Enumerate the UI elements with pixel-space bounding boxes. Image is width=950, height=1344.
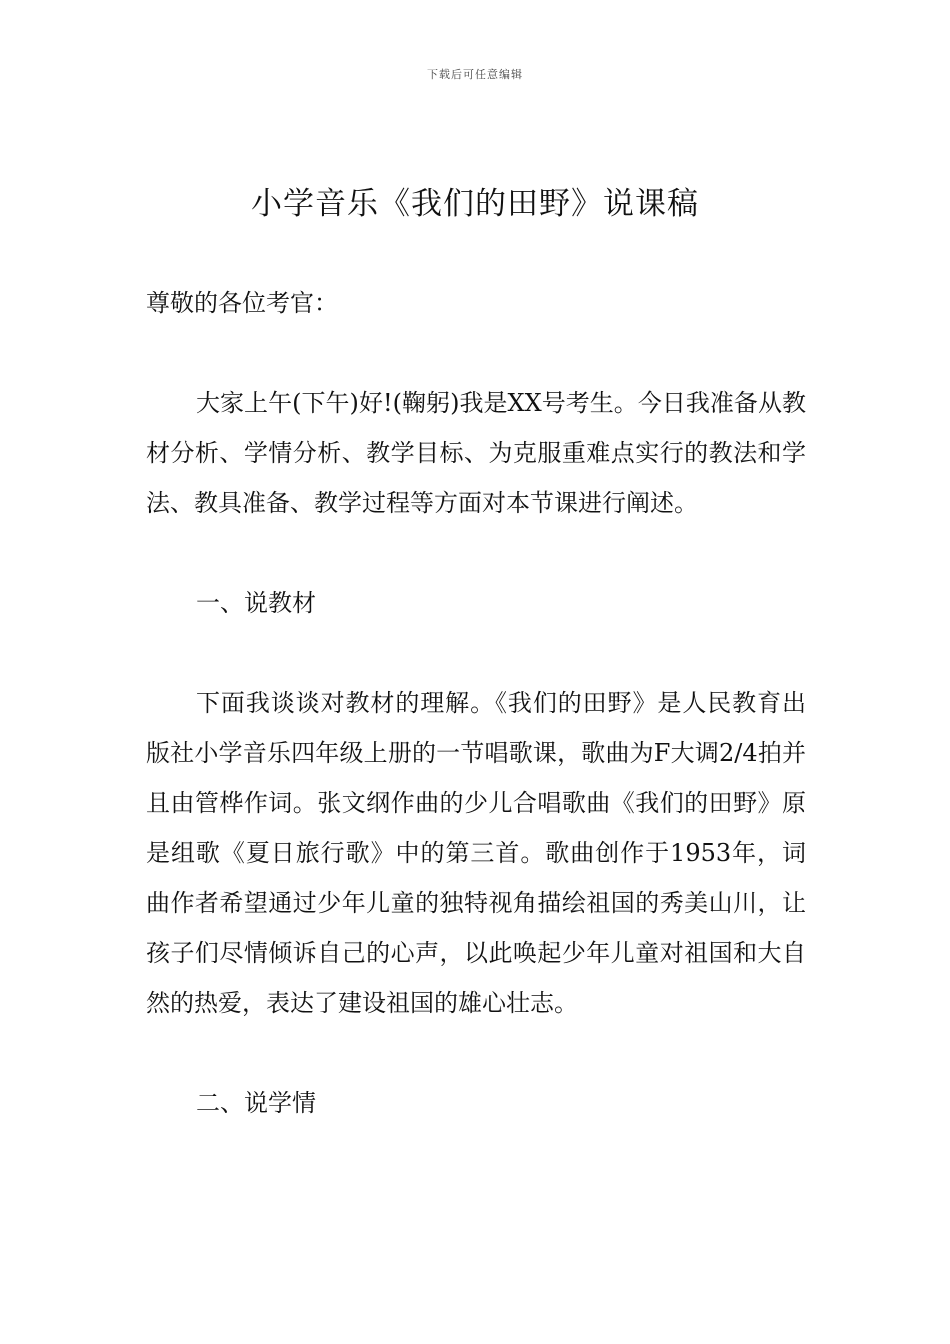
section-heading-learners: 二、说学情 xyxy=(196,1089,316,1117)
textbook-paragraph: 下面我谈谈对教材的理解。《我们的田野》是人民教育出版社小学音乐四年级上册的一节唱歌课，歌曲为F大调2/4拍并且由管桦作词。张文纲作曲的少儿合唱歌曲《我们的田野》原是组歌《夏日旅行歌》中的第三首。歌曲创作于1953年，词曲作者希望通过少年儿童的独特视角描绘祖国的秀美山川，让孩子们尽情倾诉自己的心声，以此唤起少年儿童对祖国和大自然的热爱，表达了建设祖国的雄心壮志。 xyxy=(146,689,806,1017)
document-body xyxy=(146,278,806,1178)
intro-paragraph: 大家上午(下午)好!(鞠躬)我是XX号考生。今日我准备从教材分析、学情分析、教学目标、为克服重难点实行的教法和学法、教具准备、教学过程等方面对本节课进行阐述。 xyxy=(146,389,806,517)
section-heading-textbook: 一、说教材 xyxy=(196,589,316,617)
document-title: 小学音乐《我们的田野》说课稿 xyxy=(251,186,699,222)
salutation: 尊敬的各位考官： xyxy=(146,289,338,317)
page-header-note: 下载后可任意编辑 xyxy=(427,68,523,81)
